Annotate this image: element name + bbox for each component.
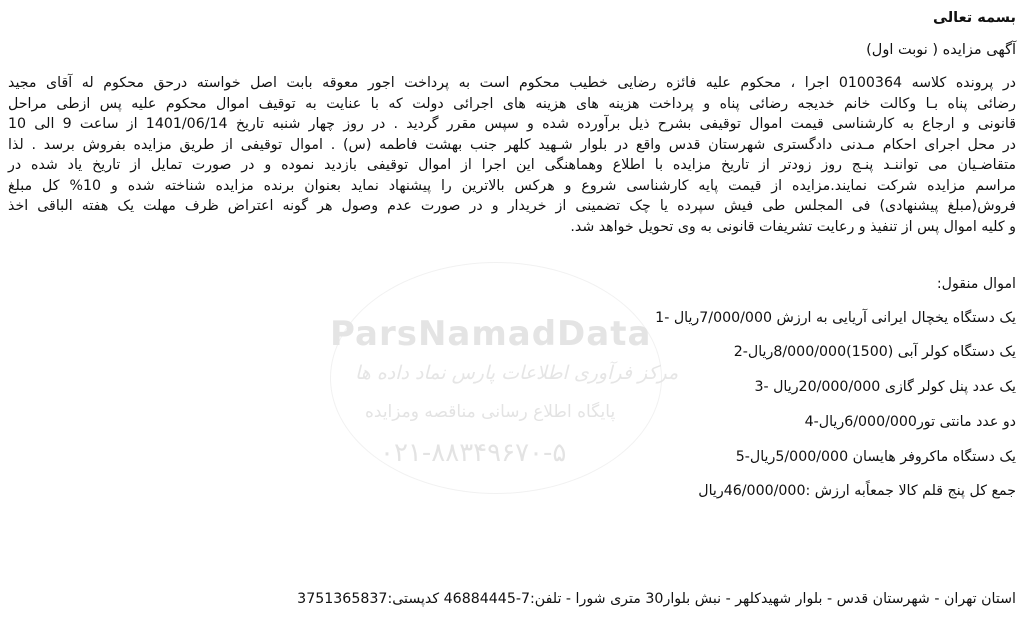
body-line: در محل اجرای احکام مـدنی دادگستری شهرستان قدس واقع در بلوار شـهید کلهر جنب بهشت فاطمه (س) . اموال توقیفی از طریق مزایده بفروش برسد . لذا [8, 136, 1016, 153]
watermark-phone: ۰۲۱-۸۸۳۴۹۶۷۰-۵ [380, 438, 567, 468]
page-title: آگهی مزایده ( نوبت اول) [866, 42, 1016, 58]
body-line: قانونی و ارجاع به کارشناسی قیمت اموال توقیفی بشرح ذیل برآورده شده و سپس مقرر گردید . در روز چهار شنبه تاریخ 1401/06/14 از ساعت 9 الی 10 [8, 116, 1016, 132]
list-item: یک دستگاه ماکروفر هایسان 5/000/000ریال-5 [735, 449, 1016, 465]
list-item: یک عدد پنل کولر گازی 20/000/000ریال -3 [754, 379, 1016, 395]
items-total: جمع کل پنج قلم کالا جمعاًبه ارزش :46/000/000ریال [698, 483, 1016, 499]
watermark-brand: ParsNamadData [330, 314, 652, 354]
body-line: در پرونده کلاسه 0100364 اجرا ، محکوم علیه فائزه رضایی خطیب محکوم است به پرداخت اجور معوقه بابت اصل خواسته درحق محکوم له آقای مجید [8, 75, 1016, 91]
body-line: متقاضـیان می تواننـد پنـج روز زودتر از تاریخ مزایده با اطلاع وهماهنگی این اجرا از اموال توقیفی بازدید نموده و در صورت تمایل از تاریخ یاد شده در [8, 157, 1016, 173]
body-line: فروش(مبلغ پیشنهادی) فی المجلس طی فیش سپرده یا چک تضمینی از خریدار و در صورت عدم وصول هر گونه اعتراض ظرف مهلت یک هفته الباقی اخذ [8, 198, 1016, 214]
watermark-line-1: مرکز فرآوری اطلاعات پارس نماد داده ها [355, 362, 679, 384]
bismillah-heading: بسمه تعالی [933, 10, 1016, 26]
notice-body [8, 73, 1016, 237]
body-line: و کلیه اموال پس از تنفیذ و رعایت تشریفات قانونی به وی تحویل خواهد شد. [570, 218, 1016, 235]
body-line: مراسم مزایده شرکت نمایند.مزایده از قیمت پایه کارشناسی شروع و هرکس بالاترین را پیشنهاد نماید بعنوان برنده مزایده شناخته شده و 10% کل مبلغ [8, 177, 1016, 194]
watermark-logo [270, 262, 700, 502]
footer-address: استان تهران - شهرستان قدس - بلوار شهیدکلهر - نبش بلوار30 متری شورا - تلفن:7-46884445 کدپستی:3751365837 [297, 591, 1016, 607]
list-item: یک دستگاه کولر آبی (1500)8/000/000ریال-2 [733, 344, 1016, 360]
watermark-line-2: پایگاه اطلاع رسانی مناقصه ومزایده [365, 402, 616, 422]
items-heading: اموال منقول: [936, 276, 1016, 292]
list-item: یک دستگاه یخچال ایرانی آریایی به ارزش 7/000/000ریال -1 [655, 310, 1016, 326]
watermark-circle [330, 262, 662, 494]
body-line: رضائی پناه بـا وکالت خانم خدیجه رضائی پناه و پرداخت هزینه های هزینه های اجرائی دولت که با عنایت به توقیف اموال محکوم علیه پس ازطی مراحل [8, 95, 1016, 112]
list-item: دو عدد مانتی تور6/000/000ریال-4 [804, 414, 1016, 430]
